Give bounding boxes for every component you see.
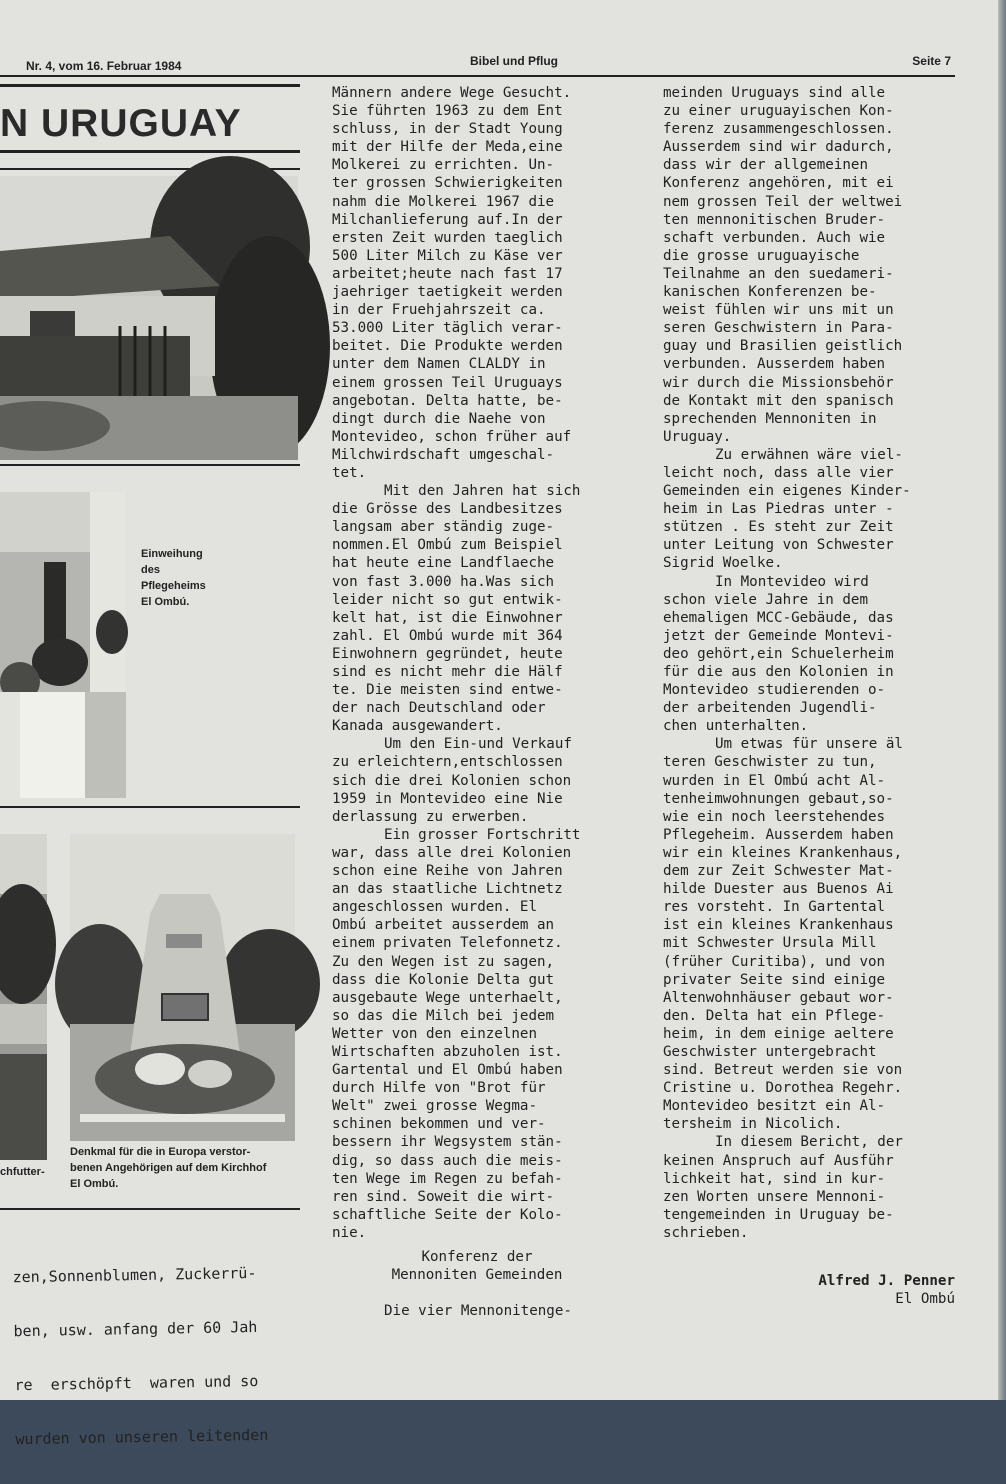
right-paragraph-3 bbox=[663, 573, 955, 736]
text-line: res vorsteht. In Gartental bbox=[663, 899, 886, 916]
text-line: sich die drei Kolonien schon bbox=[332, 772, 572, 789]
text-line: weist fühlen wir uns mit un bbox=[663, 302, 894, 319]
fragment-rule bbox=[0, 1208, 300, 1210]
text-line: mit der Hilfe der Meda,eine bbox=[332, 139, 563, 156]
text-line: Mit den Jahren hat sich bbox=[384, 483, 581, 500]
text-line: dig, so dass auch die meis- bbox=[332, 1152, 563, 1169]
text-line: Ombú arbeitet ausserdem an bbox=[332, 917, 555, 934]
text-line: nie. bbox=[332, 1224, 367, 1241]
right-column bbox=[663, 84, 955, 1308]
text-line: kanischen Konferenzen be- bbox=[663, 284, 877, 301]
text-line: mit Schwester Ursula Mill bbox=[663, 935, 877, 952]
text-line: so das die Milch bei jedem bbox=[332, 1007, 555, 1024]
text-line: heim in Las Piedras unter - bbox=[663, 501, 894, 518]
memorial-photo-image bbox=[70, 834, 295, 1141]
heading-bottom-rule bbox=[0, 150, 300, 153]
text-line: tersheim in Nicolich. bbox=[663, 1116, 843, 1133]
text-line: zahl. El Ombú wurde mit 364 bbox=[332, 627, 563, 644]
text-line: der nach Deutschland oder bbox=[332, 700, 546, 717]
text-line: Uruguay. bbox=[663, 428, 732, 445]
text-line: Sie führten 1963 zu dem Ent bbox=[332, 103, 563, 120]
caption-line: El Ombú. bbox=[70, 1178, 119, 1190]
text-line: tenheimwohnungen gebaut,so- bbox=[663, 790, 894, 807]
text-line: in der Fruehjahrszeit ca. bbox=[332, 302, 546, 319]
author-name: Alfred J. Penner bbox=[818, 1273, 955, 1289]
text-line: Montevideo besitzt ein Al- bbox=[663, 1098, 886, 1115]
text-line: schrieben. bbox=[663, 1224, 749, 1241]
text-line: Kanada ausgewandert. bbox=[332, 718, 503, 735]
caption-line: El Ombú. bbox=[141, 596, 190, 608]
text-line: Cristine u. Dorothea Regehr. bbox=[663, 1080, 903, 1097]
text-line: einem privaten Telefonnetz. bbox=[332, 935, 563, 952]
text-line: ren sind. Soweit die wirt- bbox=[332, 1188, 555, 1205]
text-line: zen Worten unsere Mennoni- bbox=[663, 1188, 886, 1205]
text-line: einem grossen Teil Uruguays bbox=[332, 374, 563, 391]
middle-paragraph-3 bbox=[332, 735, 622, 825]
text-line: bessern ihr Wegsystem stän- bbox=[332, 1134, 563, 1151]
subheading-line: Mennoniten Gemeinden bbox=[391, 1267, 563, 1284]
text-line: Sigrid Woelke. bbox=[663, 555, 783, 572]
cut-caption: chfutter- bbox=[0, 1166, 45, 1178]
text-line: die grosse uruguayische bbox=[663, 247, 860, 264]
text-line: leider nicht so gut entwik- bbox=[332, 591, 563, 608]
fragment-line: zen,Sonnenblumen, Zuckerrü- bbox=[12, 1263, 257, 1287]
text-line: Geschwister untergebracht bbox=[663, 1043, 877, 1060]
right-paragraph-1 bbox=[663, 84, 955, 446]
middle-last-paragraph bbox=[332, 1302, 622, 1320]
fragment-line: re erschöpft waren und so bbox=[14, 1371, 259, 1395]
text-line: derlassung zu erwerben. bbox=[332, 808, 529, 825]
header-rule bbox=[0, 75, 955, 77]
text-line: heim, in dem einige aeltere bbox=[663, 1025, 894, 1042]
text-line: Die vier Mennonitenge- bbox=[384, 1303, 572, 1320]
text-line: Ausserdem sind wir dadurch, bbox=[663, 139, 894, 156]
text-line: den. Delta hat ein Pflege- bbox=[663, 1007, 886, 1024]
text-line: In diesem Bericht, der bbox=[715, 1134, 903, 1151]
text-line: die Grösse des Landbesitzes bbox=[332, 501, 563, 518]
text-line: angeschlossen wurden. El bbox=[332, 899, 537, 916]
text-line: 1959 in Montevideo eine Nie bbox=[332, 790, 563, 807]
page-number: Seite 7 bbox=[912, 54, 951, 68]
text-line: seren Geschwistern in Para- bbox=[663, 320, 894, 337]
text-line: jetzt der Gemeinde Montevi- bbox=[663, 627, 894, 644]
text-line: 500 Liter Milch zu Käse ver bbox=[332, 247, 563, 264]
text-line: lichkeit hat, sind in kur- bbox=[663, 1170, 886, 1187]
text-line: dass wir der allgemeinen bbox=[663, 157, 868, 174]
right-paragraph-5 bbox=[663, 1133, 955, 1242]
text-line: Um den Ein-und Verkauf bbox=[384, 736, 572, 753]
text-line: keinen Anspruch auf Ausführ bbox=[663, 1152, 894, 1169]
text-line: war, dass alle drei Kolonien bbox=[332, 844, 572, 861]
page-header bbox=[0, 48, 955, 78]
text-line: ehemaligen MCC-Gebäude, das bbox=[663, 609, 894, 626]
photo-separator-rule bbox=[0, 464, 300, 466]
caption-line: Denkmal für die in Europa verstor- bbox=[70, 1146, 251, 1158]
text-line: teren Geschwister zu tun, bbox=[663, 754, 877, 771]
text-line: de Kontakt mit den spanisch bbox=[663, 392, 894, 409]
text-line: Ein grosser Fortschritt bbox=[384, 826, 581, 843]
publication-name: Bibel und Pflug bbox=[470, 54, 558, 68]
text-line: kelt hat, ist die Einwohner bbox=[332, 609, 563, 626]
text-line: von fast 3.000 ha.Was sich bbox=[332, 573, 555, 590]
inauguration-photo-image bbox=[0, 492, 126, 798]
text-line: für die aus den Kolonien in bbox=[663, 664, 894, 680]
adjacent-page-fragment bbox=[12, 1228, 269, 1484]
page-edge-shadow bbox=[998, 0, 1006, 1400]
caption-line: Pflegeheims bbox=[141, 580, 206, 592]
author-place: El Ombú bbox=[895, 1291, 955, 1308]
text-line: wir ein kleines Krankenhaus, bbox=[663, 844, 903, 861]
text-line: an das staatliche Lichtnetz bbox=[332, 881, 563, 898]
text-line: Altenwohnhäuser gebaut wor- bbox=[663, 989, 894, 1006]
inauguration-photo bbox=[0, 492, 126, 798]
caption-line: Einweihung bbox=[141, 548, 203, 560]
text-line: Pflegeheim. Ausserdem haben bbox=[663, 826, 894, 843]
text-line: leicht noch, dass alle vier bbox=[663, 464, 894, 481]
text-line: schon viele Jahre in dem bbox=[663, 591, 868, 608]
text-line: te. Die meisten sind entwe- bbox=[332, 682, 563, 699]
text-line: ferenz zusammengeschlossen. bbox=[663, 121, 894, 138]
text-line: unter Leitung von Schwester bbox=[663, 537, 894, 554]
text-line: guay und Brasilien geistlich bbox=[663, 338, 903, 355]
text-line: Zu den Wegen ist zu sagen, bbox=[332, 953, 555, 970]
caption-line: des bbox=[141, 564, 160, 576]
text-line: Wetter von den einzelnen bbox=[332, 1025, 537, 1042]
section-subheading bbox=[332, 1248, 622, 1284]
right-paragraph-2 bbox=[663, 446, 955, 573]
text-line: Wirtschaften abzuholen ist. bbox=[332, 1043, 563, 1060]
memorial-caption bbox=[70, 1144, 300, 1192]
middle-paragraph-1 bbox=[332, 84, 622, 482]
text-line: schluss, in der Stadt Young bbox=[332, 121, 563, 138]
left-column bbox=[0, 80, 300, 1449]
text-line: Montevideo, schon früher auf bbox=[332, 428, 572, 445]
text-line: ten mennonitischen Bruder- bbox=[663, 211, 886, 228]
text-line: nem grossen Teil der weltwei bbox=[663, 193, 903, 210]
text-line: 53.000 Liter täglich verar- bbox=[332, 320, 563, 337]
text-line: Montevideo studierenden o- bbox=[663, 682, 886, 699]
text-line: nommen.El Ombú zum Beispiel bbox=[332, 537, 563, 554]
street-photo-image bbox=[0, 834, 47, 1160]
text-line: tet. bbox=[332, 464, 367, 481]
text-line: Teilnahme an den suedameri- bbox=[663, 265, 894, 282]
text-line: arbeitet;heute nach fast 17 bbox=[332, 265, 563, 282]
middle-paragraph-2 bbox=[332, 482, 622, 735]
text-line: schaft verbunden. Auch wie bbox=[663, 229, 886, 246]
text-line: wir durch die Missionsbehör bbox=[663, 374, 894, 391]
text-line: dingt durch die Naehe von bbox=[332, 410, 546, 427]
text-line: langsam aber ständig zuge- bbox=[332, 519, 555, 536]
text-line: dem zur Zeit Schwester Mat- bbox=[663, 863, 894, 880]
text-line: Milchanlieferung auf.In der bbox=[332, 211, 563, 228]
text-line: beitet. Die Produkte werden bbox=[332, 338, 563, 355]
inauguration-caption bbox=[141, 546, 206, 610]
subheading-line: Konferenz der bbox=[421, 1249, 533, 1265]
middle-column bbox=[332, 84, 622, 1320]
text-line: unter dem Namen CLALDY in bbox=[332, 356, 546, 373]
fragment-line: ben, usw. anfang der 60 Jah bbox=[13, 1317, 258, 1341]
text-line: schon eine Reihe von Jahren bbox=[332, 863, 563, 880]
right-paragraph-4 bbox=[663, 735, 955, 1133]
photo-separator-rule-2 bbox=[0, 806, 300, 808]
caption-line: benen Angehörigen auf dem Kirchhof bbox=[70, 1162, 267, 1174]
text-line: hilde Duester aus Buenos Ai bbox=[663, 881, 894, 898]
text-line: nahm die Molkerei 1967 die bbox=[332, 193, 555, 210]
article-heading: N URUGUAY bbox=[0, 102, 242, 145]
heading-top-rule bbox=[0, 84, 300, 87]
text-line: angebotan. Delta hatte, be- bbox=[332, 392, 563, 409]
text-line: meinden Uruguays sind alle bbox=[663, 85, 886, 101]
fragment-line: wurden von unseren leitenden bbox=[15, 1425, 269, 1449]
house-photo bbox=[0, 176, 298, 460]
text-line: Molkerei zu errichten. Un- bbox=[332, 157, 555, 174]
text-line: Konferenz angehören, mit ei bbox=[663, 175, 894, 192]
text-line: zu erleichtern,entschlossen bbox=[332, 754, 563, 771]
street-photo bbox=[0, 834, 47, 1160]
text-line: (früher Curitiba), und von bbox=[663, 953, 886, 970]
text-line: ist ein kleines Krankenhaus bbox=[663, 917, 894, 934]
text-line: Gemeinden ein eigenes Kinder- bbox=[663, 483, 911, 500]
text-line: stützen . Es steht zur Zeit bbox=[663, 519, 894, 536]
text-line: ter grossen Schwierigkeiten bbox=[332, 175, 563, 192]
text-line: verbunden. Ausserdem haben bbox=[663, 356, 886, 373]
text-line: deo gehört,ein Schuelerheim bbox=[663, 645, 894, 662]
text-line: chen unterhalten. bbox=[663, 718, 809, 735]
house-photo-image bbox=[0, 176, 298, 460]
text-line: sind. Betreut werden sie von bbox=[663, 1062, 903, 1079]
text-line: wie ein noch leerstehendes bbox=[663, 808, 886, 825]
text-line: sprechenden Mennoniten in bbox=[663, 410, 877, 427]
text-line: jaehriger taetigkeit werden bbox=[332, 284, 563, 301]
middle-paragraph-4 bbox=[332, 826, 622, 1242]
text-line: schaftliche Seite der Kolo- bbox=[332, 1206, 563, 1223]
memorial-photo bbox=[70, 834, 295, 1141]
text-line: zu einer uruguayischen Kon- bbox=[663, 103, 894, 120]
text-line: ten Wege im Regen zu befah- bbox=[332, 1170, 563, 1187]
text-line: dass die Kolonie Delta gut bbox=[332, 971, 555, 988]
text-line: Männern andere Wege Gesucht. bbox=[332, 85, 572, 101]
text-line: hat heute eine Landflaeche bbox=[332, 555, 555, 572]
text-line: sind es nicht mehr die Hälf bbox=[332, 664, 563, 680]
text-line: schinen bekommen und ver- bbox=[332, 1116, 546, 1133]
signature-block bbox=[663, 1272, 955, 1308]
text-line: Zu erwähnen wäre viel- bbox=[715, 446, 903, 463]
text-line: wurden in El Ombú acht Al- bbox=[663, 772, 886, 789]
text-line: privater Seite sind einige bbox=[663, 971, 886, 988]
issue-date: Nr. 4, vom 16. Februar 1984 bbox=[26, 59, 182, 73]
text-line: Milchwirdschaft umgeschal- bbox=[332, 446, 555, 463]
text-line: tengemeinden in Uruguay be- bbox=[663, 1206, 894, 1223]
text-line: Welt" zwei grosse Wegma- bbox=[332, 1098, 537, 1115]
text-line: der arbeitenden Jugendli- bbox=[663, 700, 877, 717]
text-line: durch Hilfe von "Brot für bbox=[332, 1080, 546, 1097]
text-line: ersten Zeit wurden taeglich bbox=[332, 229, 563, 246]
text-line: In Montevideo wird bbox=[715, 573, 869, 590]
text-line: ausgebaute Wege unterhaelt, bbox=[332, 989, 563, 1006]
text-line: Um etwas für unsere äl bbox=[715, 736, 903, 753]
text-line: Gartental und El Ombú haben bbox=[332, 1062, 563, 1079]
text-line: Einwohnern gegründet, heute bbox=[332, 645, 563, 662]
